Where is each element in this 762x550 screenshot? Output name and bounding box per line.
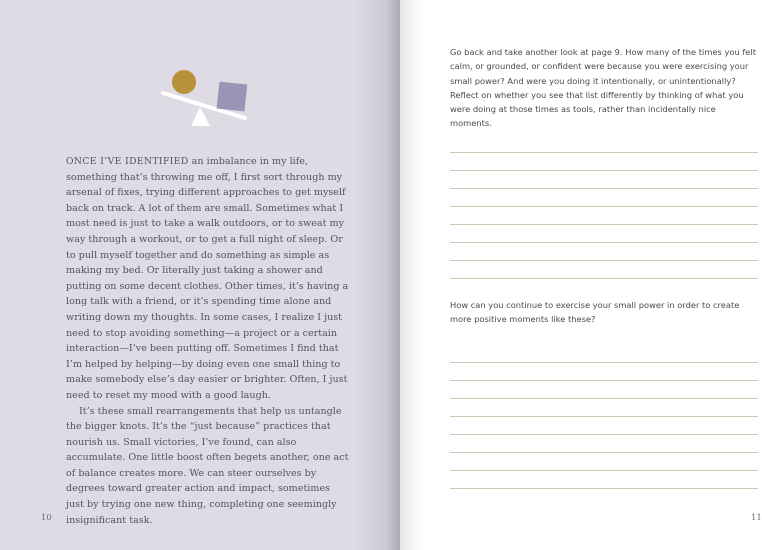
writing-line[interactable] <box>450 488 758 489</box>
essay-text <box>66 154 351 528</box>
writing-line[interactable] <box>450 398 758 399</box>
page-number-left: 10 <box>41 513 52 523</box>
essay-paragraph-1 <box>66 154 351 404</box>
lead-in: ONCE I’VE IDENTIFIED <box>66 156 189 167</box>
writing-line[interactable] <box>450 206 758 207</box>
writing-line[interactable] <box>450 470 758 471</box>
essay-paragraph-2: It’s these small rearrangements that help us untangle the bigger knots. It’s the “just because” practices that nourish us. Small victories, I’ve found, can also accumulate. One little boost often begets another, one act of balance creates more. We can steer ourselves by degrees toward greater action and impact, sometimes just by trying one new thing, completing one seemingly insignificant task. <box>66 405 349 526</box>
writing-line[interactable] <box>450 170 758 171</box>
gutter-shadow <box>400 0 422 550</box>
writing-line[interactable] <box>450 416 758 417</box>
writing-line[interactable] <box>450 188 758 189</box>
writing-line[interactable] <box>450 260 758 261</box>
writing-line[interactable] <box>450 380 758 381</box>
writing-line[interactable] <box>450 434 758 435</box>
balance-seesaw-icon <box>160 66 252 130</box>
writing-line[interactable] <box>450 362 758 363</box>
spine-shadow <box>355 0 400 550</box>
paragraph-1-body: an imbalance in my life, something that’s throwing me off, I first sort through my arsenal of fixes, trying different approaches to get myself back on track. A lot of them are small. Sometimes what I most need is just to take a walk outdoors, or to sweat my way through a workout, or to get a full night of sleep. Or to pull myself together and do something as simple as making my bed. Or literally just taking a shower and putting on some decent clothes. Other times, it’s having a long talk with a friend, or it’s spending time alone and writing down my thoughts. In some cases, I realize I just need to stop avoiding something—a project or a certain interaction—I’ve been putting off. Sometimes I find that I’m helped by helping—by doing even one small thing to make somebody else’s day easier or brighter. Often, I just need to reset my mood with a good laugh. <box>66 156 349 401</box>
journal-prompt-1: Go back and take another look at page 9. How many of the times you felt calm, or grounded, or confident were because you were exercising your small power? And were you doing it intentionally, or unintentionally? Reflect on whether you see that list differently by thinking of what you were doing at those times as tools, rather than incidentally nice moments. <box>450 47 756 129</box>
page-number-right: 11 <box>751 513 762 523</box>
writing-line[interactable] <box>450 224 758 225</box>
writing-line[interactable] <box>450 242 758 243</box>
journal-prompt-2: How can you continue to exercise your small power in order to create more positive moments like these? <box>450 300 740 325</box>
writing-line[interactable] <box>450 452 758 453</box>
writing-line[interactable] <box>450 152 758 153</box>
writing-line[interactable] <box>450 278 758 279</box>
